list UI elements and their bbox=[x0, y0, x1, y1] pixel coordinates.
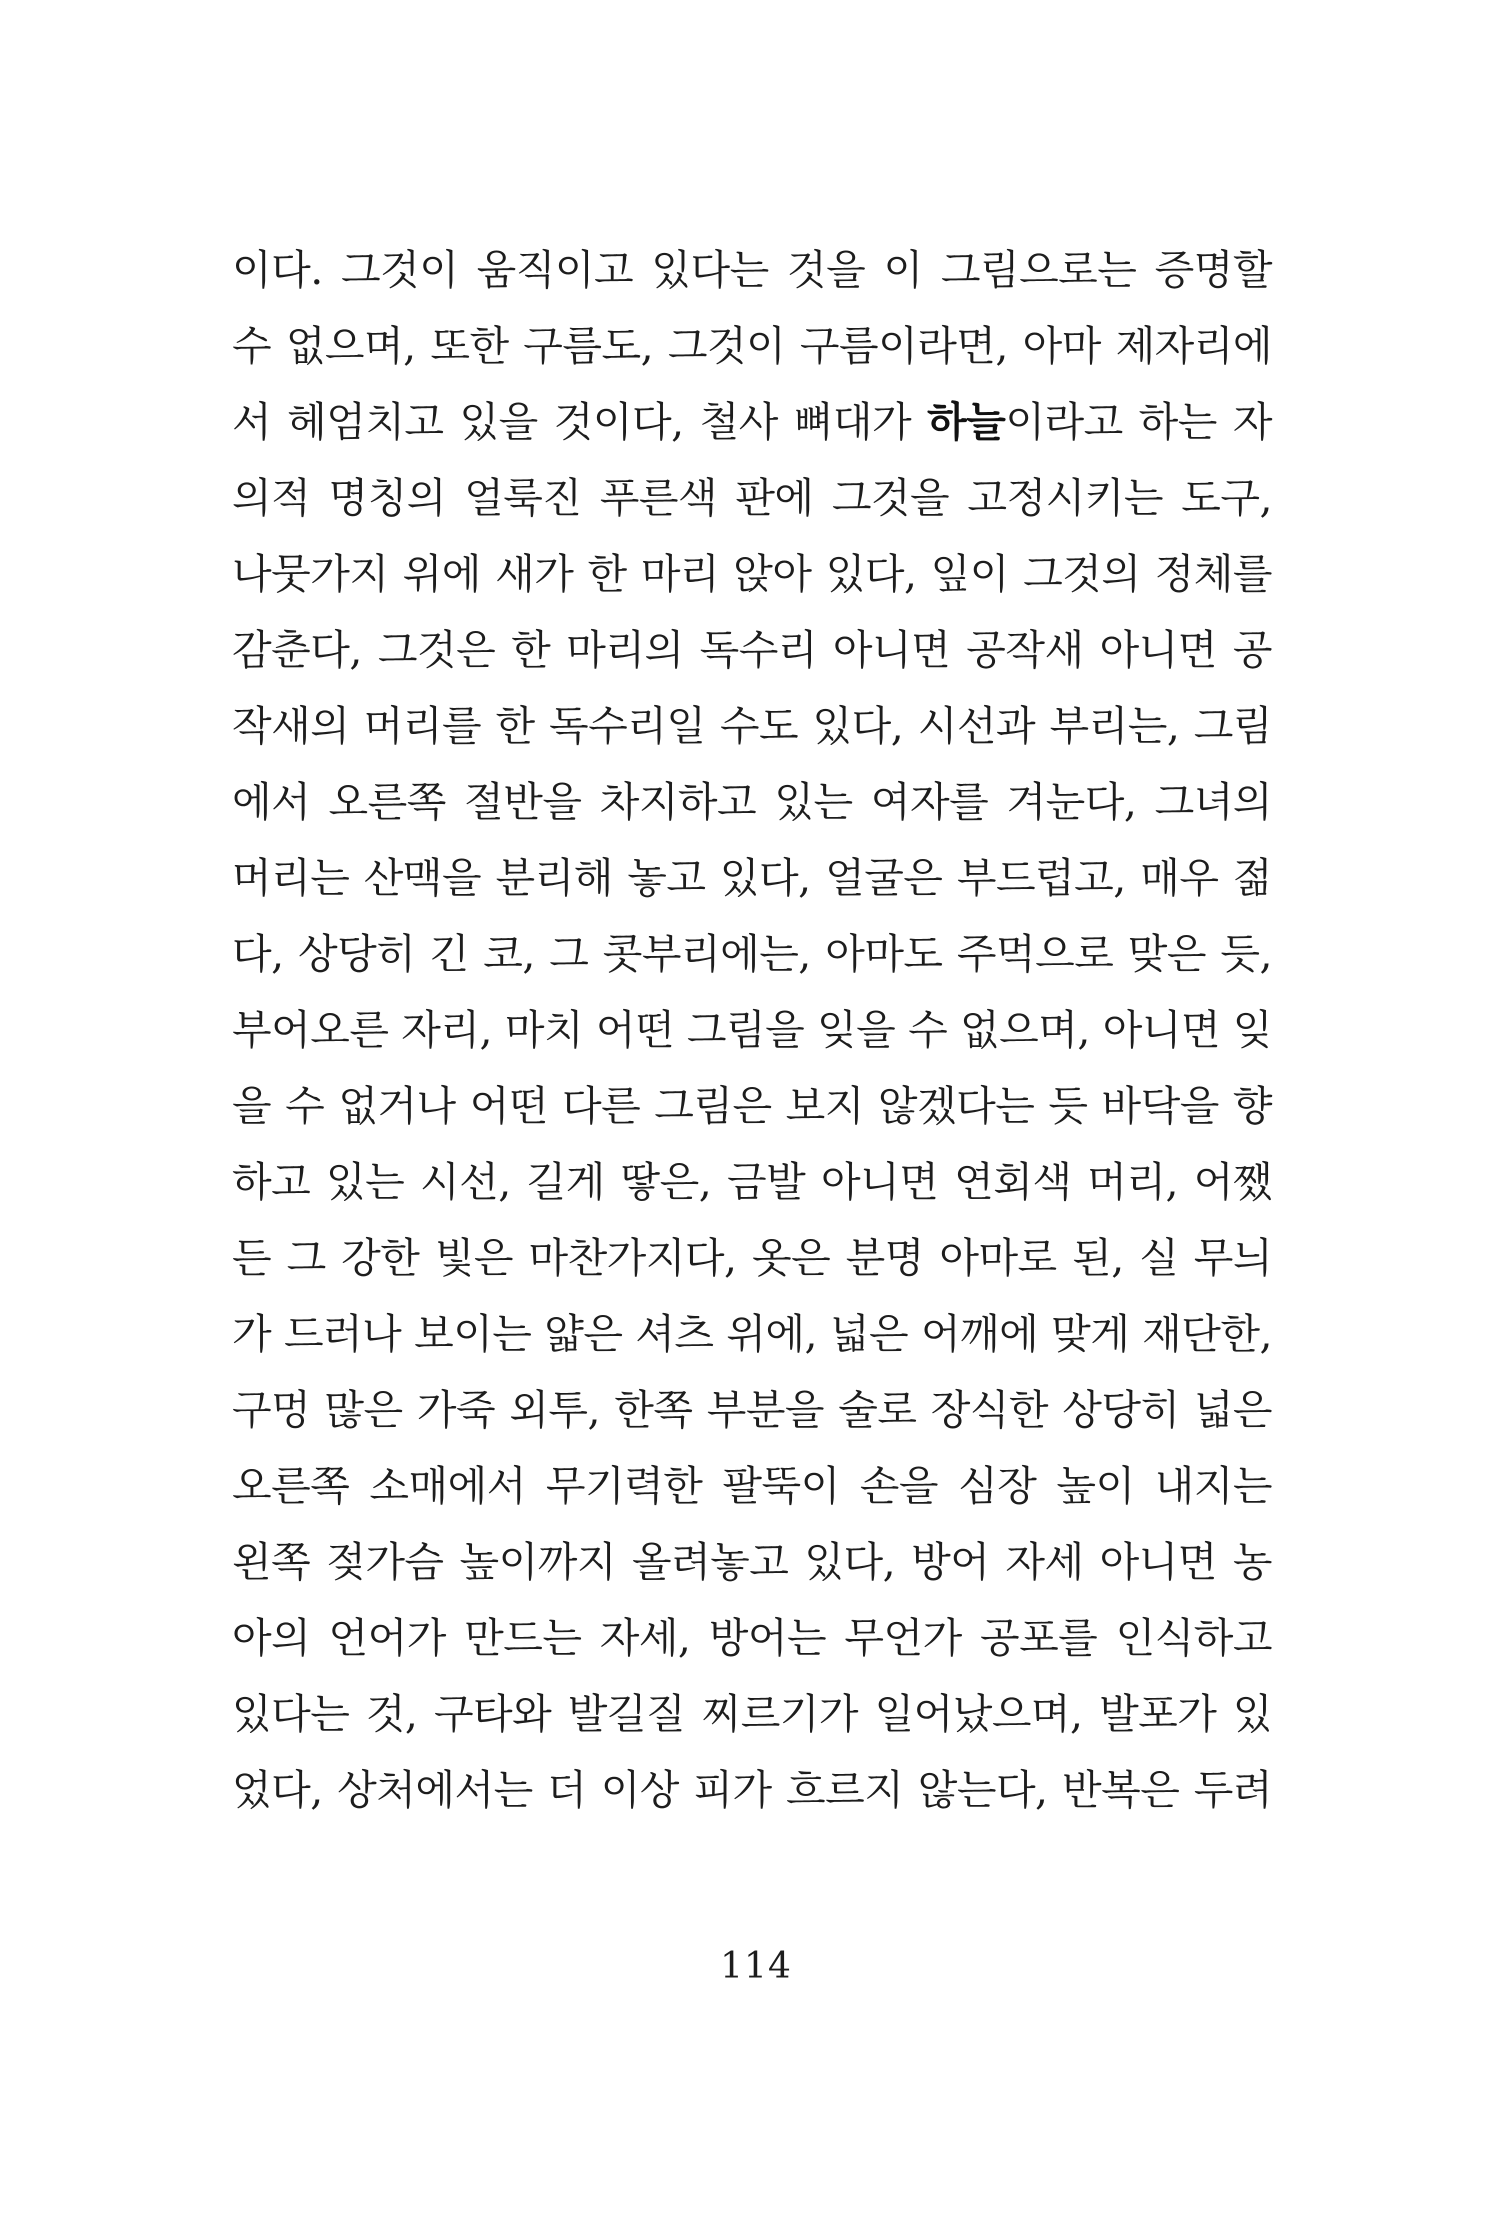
text-line: 에서 오른쪽 절반을 차지하고 있는 여자를 겨눈다, 그녀의 bbox=[232, 778, 1272, 826]
text-line: 감춘다, 그것은 한 마리의 독수리 아니면 공작새 아니면 공 bbox=[232, 626, 1272, 674]
text-line: 오른쪽 소매에서 무기력한 팔뚝이 손을 심장 높이 내지는 bbox=[232, 1462, 1272, 1510]
page-number: 114 bbox=[720, 1946, 792, 1987]
text-line: 을 수 없거나 어떤 다른 그림은 보지 않겠다는 듯 바닥을 향 bbox=[232, 1082, 1272, 1130]
text-line: 었다, 상처에서는 더 이상 피가 흐르지 않는다, 반복은 두려 bbox=[232, 1766, 1272, 1814]
text-line: 수 없으며, 또한 구름도, 그것이 구름이라면, 아마 제자리에 bbox=[232, 322, 1272, 370]
text-line: 든 그 강한 빛은 마찬가지다, 옷은 분명 아마로 된, 실 무늬 bbox=[232, 1234, 1272, 1282]
text-line: 서 헤엄치고 있을 것이다, 철사 뼈대가 하늘이라고 하는 자 bbox=[232, 398, 1272, 446]
text-line: 하고 있는 시선, 길게 땋은, 금발 아니면 연회색 머리, 어쨌 bbox=[232, 1158, 1272, 1206]
text-line: 다, 상당히 긴 코, 그 콧부리에는, 아마도 주먹으로 맞은 듯, bbox=[232, 930, 1272, 978]
text-line: 나뭇가지 위에 새가 한 마리 앉아 있다, 잎이 그것의 정체를 bbox=[232, 550, 1272, 598]
text-line: 작새의 머리를 한 독수리일 수도 있다, 시선과 부리는, 그림 bbox=[232, 702, 1272, 750]
body-text bbox=[232, 232, 1272, 1828]
text-line: 있다는 것, 구타와 발길질 찌르기가 일어났으며, 발포가 있 bbox=[232, 1690, 1272, 1738]
text-line: 머리는 산맥을 분리해 놓고 있다, 얼굴은 부드럽고, 매우 젊 bbox=[232, 854, 1272, 902]
text-line: 의적 명칭의 얼룩진 푸른색 판에 그것을 고정시키는 도구, bbox=[232, 474, 1272, 522]
bold-word: 하늘 bbox=[927, 398, 1006, 446]
text-line: 구멍 많은 가죽 외투, 한쪽 부분을 술로 장식한 상당히 넓은 bbox=[232, 1386, 1272, 1434]
text-line: 가 드러나 보이는 얇은 셔츠 위에, 넓은 어깨에 맞게 재단한, bbox=[232, 1310, 1272, 1358]
text-line: 왼쪽 젖가슴 높이까지 올려놓고 있다, 방어 자세 아니면 농 bbox=[232, 1538, 1272, 1586]
text-line: 부어오른 자리, 마치 어떤 그림을 잊을 수 없으며, 아니면 잊 bbox=[232, 1006, 1272, 1054]
text-line: 아의 언어가 만드는 자세, 방어는 무언가 공포를 인식하고 bbox=[232, 1614, 1272, 1662]
text-line: 이다. 그것이 움직이고 있다는 것을 이 그림으로는 증명할 bbox=[232, 246, 1272, 294]
